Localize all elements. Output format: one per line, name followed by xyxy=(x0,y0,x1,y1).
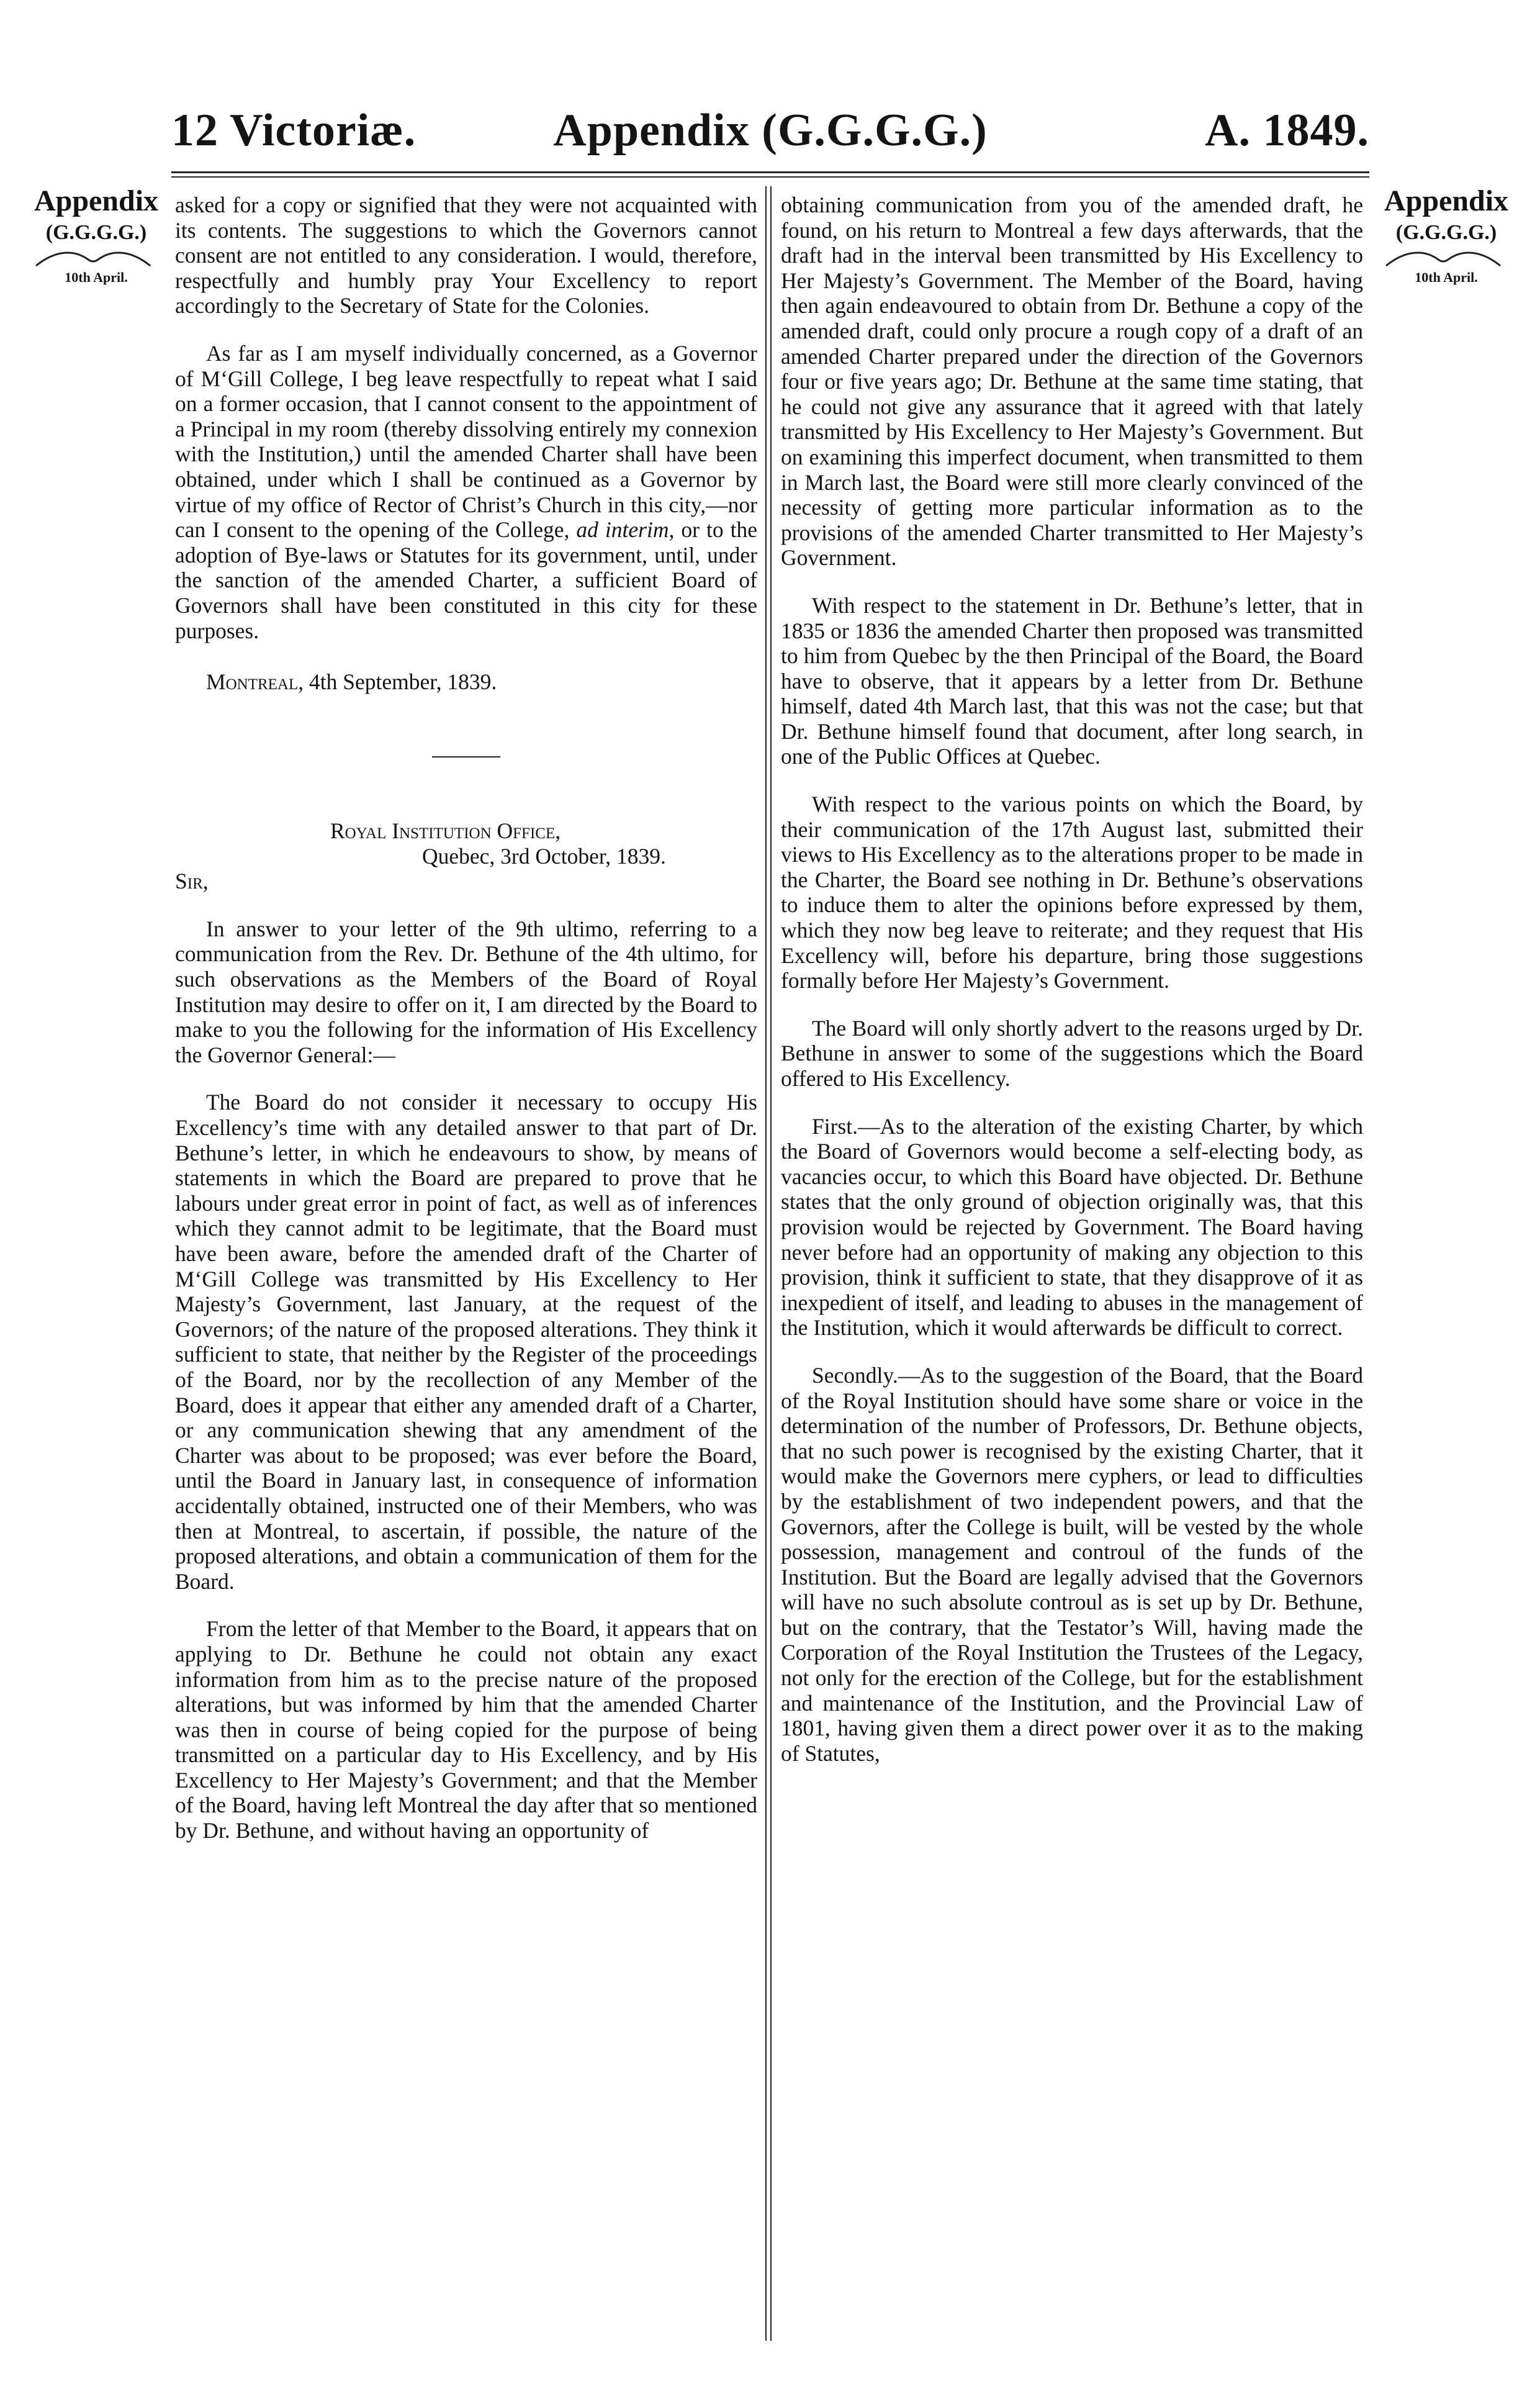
brace-swash-icon xyxy=(1381,247,1505,269)
paragraph: The Board will only shortly advert to the reasons urged by Dr. Bethune in answer to some of the suggestions which the Board offered to His Excellency. xyxy=(781,1015,1363,1091)
margin-note-date: 10th April. xyxy=(65,269,128,285)
header-session: 12 Victoriæ. xyxy=(171,105,417,156)
margin-note-title: Appendix xyxy=(1384,184,1509,217)
letter-address xyxy=(175,818,757,894)
column-divider xyxy=(765,186,767,2341)
brace-swash-icon xyxy=(31,247,155,269)
address-date: Quebec, 3rd October, 1839. xyxy=(422,843,666,869)
paragraph: First.—As to the alteration of the existing Charter, by which the Board of Governors would become a self-electing body, as vacancies occur, to which this Board have objected. Dr. Bethune states that the only ground of objection originally was, that this provision would be rejected by Government. The Board having never before had an opportunity of making any objection to this provision, think it sufficient to state, that they disapprove of it as inexpedient of itself, and leading to abuses in the management of the Institution, which it would afterwards be difficult to correct. xyxy=(781,1113,1363,1341)
italic-phrase: ad interim, xyxy=(576,517,675,543)
margin-note-sub: (G.G.G.G.) xyxy=(1395,221,1497,244)
margin-note-right xyxy=(1381,186,1511,284)
letter-separator xyxy=(432,756,500,758)
margin-note-sub: (G.G.G.G.) xyxy=(45,221,147,244)
left-column xyxy=(175,192,757,2359)
paragraph: Secondly.—As to the suggestion of the Board, that the Board of the Royal Institution should have some share or voice in the determination of the number of Professors, Dr. Bethune objects, that no such power is recognised by the existing Charter, that it would make the Governors mere cyphers, or lead to difficulties by the establishment of two independent powers, and that the Governors, after the College is built, will be vested by the whole possession, management and controul of the funds of the Institution. But the Board are legally advised that the Governors will have no such absolute controul as is set up by Dr. Bethune, but on the contrary, that the Testator’s Will, having made the Corporation of the Royal Institution the Trustees of the Legacy, not only for the erection of the College, but for the establishment and maintenance of the Institution, and the Provincial Law of 1801, having given them a direct power over it as to the making of Statutes, xyxy=(781,1362,1363,1766)
signoff-place: Montreal, xyxy=(206,669,304,695)
header-year: A. 1849. xyxy=(1205,105,1369,156)
paragraph: From the letter of that Member to the Board, it appears that on applying to Dr. Bethune he could not obtain any exact information from him as to the precise nature of the proposed alterations, but was informed by him that the amended Charter was then in course of being copied for the purpose of being transmitted on a particular day to His Excellency, and by His Excellency to Her Majesty’s Government; and that the Member of the Board, having left Montreal the day after that so mentioned by Dr. Bethune, and without having an opportunity of xyxy=(175,1616,757,1843)
paragraph: asked for a copy or signified that they were not acquainted with its contents. The suggestions to which the Governors cannot consent are not entitled to any consideration. I would, therefore, respectfully and humbly pray Your Excellency to report accordingly to the Secretary of State for the Colonies. xyxy=(175,192,757,319)
paragraph: obtaining communication from you of the amended draft, he found, on his return to Montreal a few days afterwards, that the draft had in the interval been transmitted by His Excellency to Her Majesty’s Government. The Member of the Board, having then again endeavoured to obtain from Dr. Bethune a copy of the amended draft, could only procure a rough copy of a draft of an amended Charter prepared under the direction of the Governors four or five years ago; Dr. Bethune at the same time stating, that he could not give any assurance that it agreed with that lately transmitted by His Excellency to Her Majesty’s Government. But on examining this imperfect document, when transmitted to them in March last, the Board were still more clearly convinced of the necessity of getting more particular information as to the provisions of the amended Charter transmitted to Her Majesty’s Government. xyxy=(781,192,1363,571)
letter-signoff xyxy=(175,669,757,694)
margin-note-title: Appendix xyxy=(34,184,159,217)
salutation: Sir, xyxy=(175,869,209,894)
paragraph: With respect to the various points on which the Board, by their communication of the 17th August last, submitted their views to His Excellency as to the alterations proper to be made in the Charter, the Board see nothing in Dr. Bethune’s observations to induce them to alter the opinions before expressed by them, which they now beg leave to reiterate; and they request that His Excellency will, before his departure, bring those suggestions formally before Her Majesty’s Government. xyxy=(781,792,1363,993)
running-header xyxy=(171,99,1369,168)
header-title: Appendix (G.G.G.G.) xyxy=(553,105,988,156)
margin-note-date: 10th April. xyxy=(1415,269,1478,285)
right-column xyxy=(781,192,1363,2359)
margin-note-left xyxy=(31,186,161,284)
paragraph: As far as I am myself individually concerned, as a Governor of M‘Gill College, I beg leave respectfully to repeat what I said on a former occasion, that I cannot consent to the appointment of a Principal in my room (thereby dissolving entirely my connexion with the Institution,) until the amended Charter shall have been obtained, under which I shall be continued as a Governor by virtue of my office of Rector of Christ’s Church in this city,—nor can I consent to the opening of the College, ad interim, or to the adoption of Bye-laws or Statutes for its government, until, under the sanction of the amended Charter, a sufficient Board of Governors shall have been constituted in this city for these purposes. xyxy=(175,340,757,643)
address-office: Royal Institution Office, xyxy=(330,818,561,844)
paragraph: With respect to the statement in Dr. Bethune’s letter, that in 1835 or 1836 the amended Charter then proposed was transmitted to him from Quebec by the then Principal of the Board, the Board have to observe, that it appears by a letter from Dr. Bethune himself, dated 4th March last, that this was not the case; but that Dr. Bethune himself found that document, after long search, in one of the Public Offices at Quebec. xyxy=(781,592,1363,769)
column-divider xyxy=(770,186,772,2341)
paragraph: The Board do not consider it necessary to occupy His Excellency’s time with any detailed answer to that part of Dr. Bethune’s letter, in which he endeavours to show, by means of statements in which the Board are prepared to prove that he labours under great error in point of fact, as well as of inferences which they cannot admit to be legitimate, that the Board must have been aware, before the amended draft of the Charter of M‘Gill College was transmitted by His Excellency to Her Majesty’s Government, last January, at the request of the Governors; of the nature of the proposed alterations. They think it sufficient to state, that neither by the Register of the proceedings of the Board, nor by the recollection of any Member of the Board, does it appear that either any amended draft of a Charter, or any communication shewing that any amendment of the Charter was about to be proposed; was ever before the Board, until the Board in January last, in consequence of information accidentally obtained, instructed one of their Members, who was then at Montreal, to ascertain, if possible, the nature of the proposed alterations, and obtain a communication of them for the Board. xyxy=(175,1090,757,1594)
header-rule-bottom xyxy=(171,176,1369,178)
paragraph: In answer to your letter of the 9th ultimo, referring to a communication from the Rev. Dr. Bethune of the 4th ultimo, for such observations as the Members of the Board of Royal Institution may desire to offer on it, I am directed by the Board to make to you the following for the information of His Excellency the Governor General:— xyxy=(175,916,757,1067)
signoff-date: 4th September, 1839. xyxy=(308,669,497,695)
header-rule-top xyxy=(171,171,1369,173)
